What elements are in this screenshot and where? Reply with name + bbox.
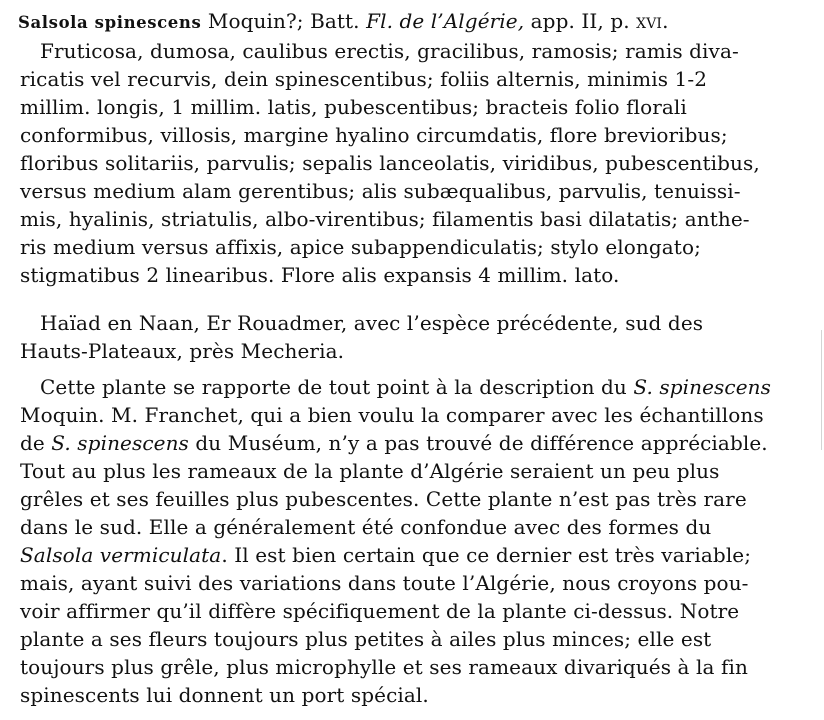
description-line: Fruticosa, dumosa, caulibus erectis, gracilibus, ramosis; ramis diva- [40,39,739,63]
reference-pages: app. II, p. [530,9,630,33]
commentary-line [20,430,768,456]
species-italic: S. spinescens [633,375,772,399]
commentary-line: dans le sud. Elle a généralement été confondue avec des formes du [20,515,712,539]
commentary-line: grêles et ses feuilles plus pubescentes. Cette plante n’est pas très rare [20,487,747,511]
species-name: Salsola spinescens [18,13,202,32]
description-line: ris medium versus affixis, apice subappendiculatis; stylo elongato; [20,235,701,259]
reference-page-number: xvi. [636,9,669,33]
commentary-line: mais, ayant suivi des variations dans toute l’Algérie, nous croyons pou- [20,571,749,595]
description-line: versus medium alam gerentibus; alis subæqualibus, parvulis, tenuissi- [20,179,741,203]
description-line: conformibus, villosis, margine hyalino circumdatis, flore brevioribus; [20,123,728,147]
species-italic: S. spinescens [51,431,189,455]
commentary-text: du Muséum, n’y a pas trouvé de différence appréciable. [188,431,768,455]
commentary-line: voir affirmer qu’il diffère spécifiquement de la plante ci-dessus. Notre [20,599,740,623]
commentary-line: Moquin. M. Franchet, qui a bien voulu la comparer avec les échantillons [20,403,764,427]
description-line: mis, hyalinis, striatulis, albo-virentibus; filamentis basi dilatatis; anthe- [20,207,750,231]
description-line: millim. longis, 1 millim. latis, pubescentibus; bracteis folio florali [20,95,687,119]
description-line: stigmatibus 2 linearibus. Flore alis expansis 4 millim. lato. [20,263,620,287]
commentary-line: Tout au plus les rameaux de la plante d’Algérie seraient un peu plus [20,459,720,483]
species-heading [18,8,669,36]
commentary-text: . Il est bien certain que ce dernier est très variable; [221,543,752,567]
commentary-line [40,374,771,400]
locality-line: Haïad en Naan, Er Rouadmer, avec l’espèce précédente, sud des [40,311,704,335]
commentary-line: spinescents lui donnent un port spécial. [20,683,429,707]
reference-batt: Batt. [310,9,360,33]
locality-line: Hauts-Plateaux, près Mecheria. [20,339,345,363]
commentary-line [20,542,751,568]
species-italic: Salsola vermiculata [20,543,222,567]
description-line: floribus solitariis, parvulis; sepalis lanceolatis, viridibus, pubescentibus, [20,151,760,175]
species-author: Moquin?; [207,9,304,33]
description-line: ricatis vel recurvis, dein spinescentibus; foliis alternis, minimis 1-2 [20,67,708,91]
commentary-line: toujours plus grêle, plus microphylle et ses rameaux divariqués à la fin [20,655,748,679]
commentary-text: de [20,431,52,455]
commentary-line: plante a ses fleurs toujours plus petites à ailes plus minces; elle est [20,627,712,651]
commentary-text: Cette plante se rapporte de tout point à la description du [40,375,634,399]
page-edge-shadow [821,330,822,450]
reference-work: Fl. de l’Algérie, [366,9,525,33]
